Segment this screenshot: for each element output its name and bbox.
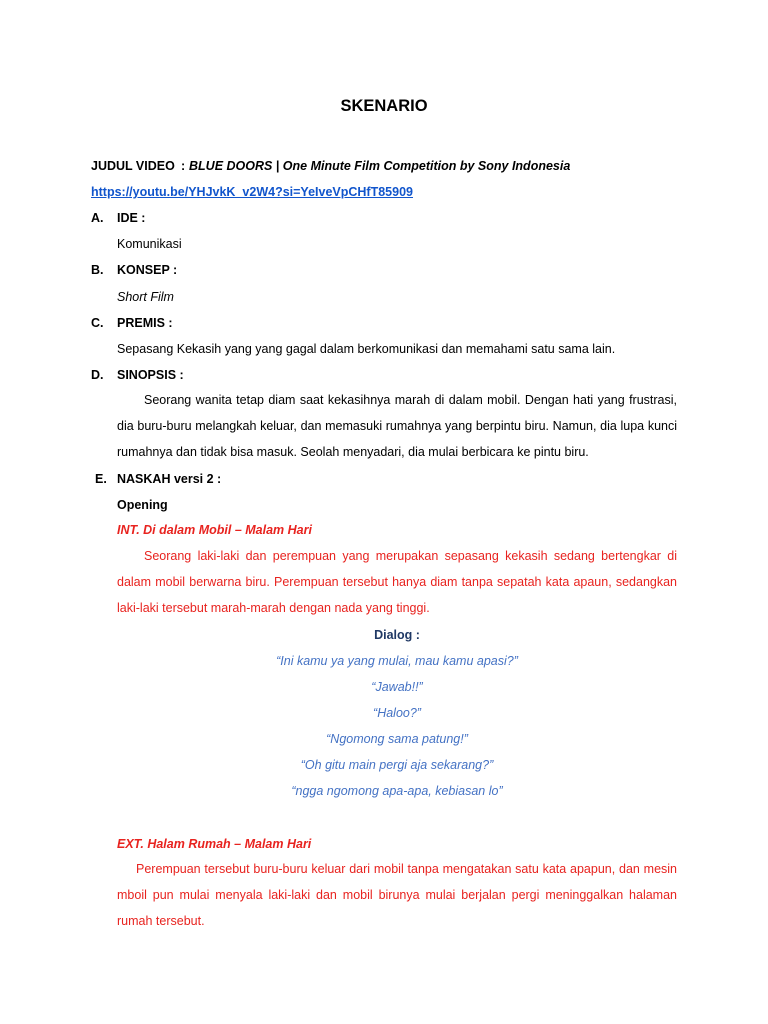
opening-heading: Opening xyxy=(117,498,168,512)
scene-2-heading: EXT. Halam Rumah – Malam Hari xyxy=(117,837,312,851)
dialog-line: “ngga ngomong apa-apa, kebiasan lo” xyxy=(291,784,503,798)
judul-label: JUDUL VIDEO xyxy=(91,159,175,173)
section-d-heading: SINOPSIS : xyxy=(117,368,184,382)
video-link[interactable]: https://youtu.be/YHJvkK_v2W4?si=YeIveVpCHfT85909 xyxy=(91,185,413,199)
section-c-heading: PREMIS : xyxy=(117,316,173,330)
section-d-content: Seorang wanita tetap diam saat kekasihnya marah di dalam mobil. Dengan hati yang frustrasi, dia buru-buru melangkah keluar, dan memasuki rumahnya yang berpintu biru. Namun, dia lupa kunci rumahnya dan tidak bisa masuk. Seolah menyadari, dia mulai berbicara ke pintu biru. xyxy=(117,393,677,459)
judul-separator: : xyxy=(181,159,186,173)
section-e-letter: E. xyxy=(95,472,107,486)
section-b-heading: KONSEP : xyxy=(117,263,178,277)
scene-2-description: Perempuan tersebut buru-buru keluar dari mobil tanpa mengatakan satu kata apapun, dan mesin mboil pun mulai menyala laki-laki dan mobil birunya mulai berjalan pergi meninggalkan halaman rumah tersebut. xyxy=(117,862,677,928)
scene-1-description: Seorang laki-laki dan perempuan yang merupakan sepasang kekasih sedang bertengkar di dalam mobil berwarna biru. Perempuan tersebut hanya diam tanpa sepatah kata apaun, sedangkan laki-laki tersebut marah-marah dengan nada yang tinggi. xyxy=(117,549,677,615)
dialog-line: “Haloo?” xyxy=(373,706,421,720)
section-d-letter: D. xyxy=(91,368,104,382)
section-e-heading: NASKAH versi 2 : xyxy=(117,472,222,486)
dialog-line: “Jawab!!” xyxy=(371,680,423,694)
scene-1-heading: INT. Di dalam Mobil – Malam Hari xyxy=(117,523,312,537)
section-c-content: Sepasang Kekasih yang yang gagal dalam berkomunikasi dan memahami satu sama lain. xyxy=(117,342,616,356)
dialog-line: “Ini kamu ya yang mulai, mau kamu apasi?” xyxy=(276,654,518,668)
document-title: SKENARIO xyxy=(340,97,428,115)
dialog-label: Dialog : xyxy=(374,628,420,642)
section-a-heading: IDE : xyxy=(117,211,146,225)
judul-value: BLUE DOORS | One Minute Film Competition by Sony Indonesia xyxy=(189,159,571,173)
section-b-content: Short Film xyxy=(117,290,174,304)
section-b-letter: B. xyxy=(91,263,104,277)
section-c-letter: C. xyxy=(91,316,104,330)
dialog-line: “Oh gitu main pergi aja sekarang?” xyxy=(300,758,494,772)
dialog-line: “Ngomong sama patung!” xyxy=(326,732,468,746)
section-a-content: Komunikasi xyxy=(117,237,182,251)
section-a-letter: A. xyxy=(91,211,104,225)
